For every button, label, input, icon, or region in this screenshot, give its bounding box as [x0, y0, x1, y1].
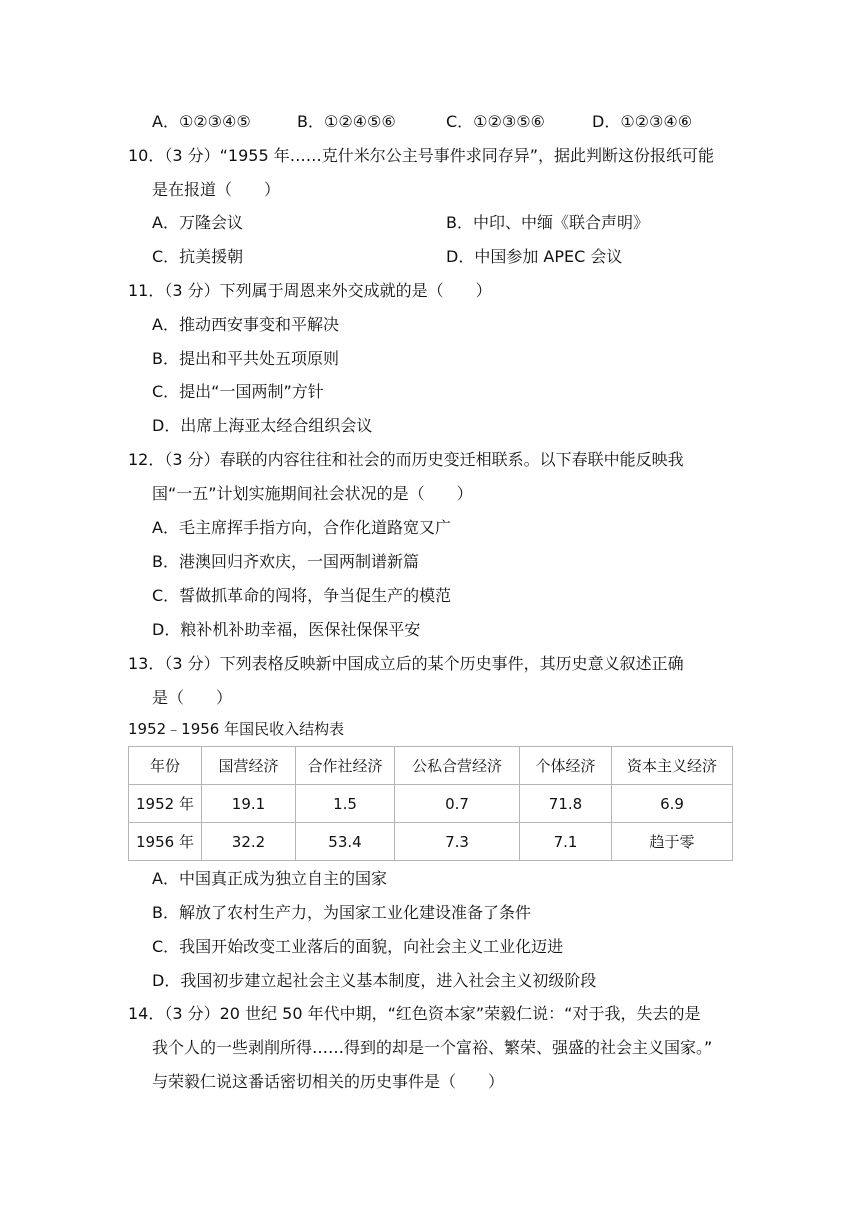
table-cell: 19.1 — [202, 785, 296, 823]
q13-option-b: B．解放了农村生产力，为国家工业化建设准备了条件 — [152, 903, 531, 922]
q14-stem-line1: 14．（3 分）20 世纪 50 年代中期，“红色资本家”荣毅仁说：“对于我，失去的是 — [128, 1004, 701, 1023]
income-structure-table — [128, 746, 733, 861]
table-row — [129, 823, 733, 861]
q11-option-d: D．出席上海亚太经合组织会议 — [152, 416, 373, 435]
q9-option-b: B．①②④⑤⑥ — [297, 112, 396, 131]
q14-stem-line2: 我个人的一些剥削所得……得到的却是一个富裕、繁荣、强盛的社会主义国家。” — [152, 1038, 713, 1057]
table-header-cell: 国营经济 — [202, 747, 296, 785]
table-header-cell: 公私合营经济 — [395, 747, 520, 785]
q13-option-c: C．我国开始改变工业落后的面貌，向社会主义工业化迈进 — [152, 937, 564, 956]
q13-stem-line2: 是（ ） — [152, 688, 233, 707]
q12-option-a: A．毛主席挥手指方向，合作化道路宽又广 — [152, 518, 451, 537]
q11-option-a: A．推动西安事变和平解决 — [152, 315, 339, 334]
table-cell: 32.2 — [202, 823, 296, 861]
q10-stem-line2: 是在报道（ ） — [152, 180, 281, 199]
table-cell: 6.9 — [612, 785, 733, 823]
table-cell: 1952 年 — [129, 785, 202, 823]
table-cell: 趋于零 — [612, 823, 733, 861]
table-cell: 7.3 — [395, 823, 520, 861]
q13-stem-line1: 13．（3 分）下列表格反映新中国成立后的某个历史事件，其历史意义叙述正确 — [128, 654, 684, 673]
q12-option-d: D．粮补机补助幸福，医保社保保平安 — [152, 620, 421, 639]
table-header-cell: 年份 — [129, 747, 202, 785]
table-header-cell: 个体经济 — [520, 747, 612, 785]
q9-option-c: C．①②③⑤⑥ — [446, 112, 545, 131]
q9-option-d: D．①②③④⑥ — [592, 112, 693, 131]
q10-option-c: C．抗美援朝 — [152, 247, 244, 266]
table-cell: 0.7 — [395, 785, 520, 823]
table-header-cell: 资本主义经济 — [612, 747, 733, 785]
table-cell: 53.4 — [296, 823, 395, 861]
table-header-cell: 合作社经济 — [296, 747, 395, 785]
q12-stem-line2: 国“一五”计划实施期间社会状况的是（ ） — [152, 484, 473, 503]
q12-option-b: B．港澳回归齐欢庆，一国两制谱新篇 — [152, 552, 419, 571]
q13-option-d: D．我国初步建立起社会主义基本制度，进入社会主义初级阶段 — [152, 971, 597, 990]
q9-option-a: A．①②③④⑤ — [152, 112, 251, 131]
q11-stem-line1: 11．（3 分）下列属于周恩来外交成就的是（ ） — [128, 281, 492, 300]
table-caption: 1952﹣1956 年国民收入结构表 — [128, 720, 345, 738]
table-cell: 7.1 — [520, 823, 612, 861]
q10-stem-line1: 10．（3 分）“1955 年……克什米尔公主号事件求同存异”，据此判断这份报纸可能 — [128, 146, 715, 165]
table-cell: 1956 年 — [129, 823, 202, 861]
q10-option-d: D．中国参加 APEC 会议 — [446, 247, 623, 266]
table-cell: 1.5 — [296, 785, 395, 823]
table-header-row — [129, 747, 733, 785]
q11-option-b: B．提出和平共处五项原则 — [152, 349, 339, 368]
q10-option-b: B．中印、中缅《联合声明》 — [446, 213, 649, 232]
table-row — [129, 785, 733, 823]
q12-stem-line1: 12．（3 分）春联的内容往往和社会的而历史变迁相联系。以下春联中能反映我 — [128, 450, 684, 469]
q10-option-a: A．万隆会议 — [152, 213, 243, 232]
q12-option-c: C．誓做抓革命的闯将，争当促生产的模范 — [152, 586, 452, 605]
q13-option-a: A．中国真正成为独立自主的国家 — [152, 869, 387, 888]
q11-option-c: C．提出“一国两制”方针 — [152, 382, 324, 401]
table-cell: 71.8 — [520, 785, 612, 823]
q14-stem-line3: 与荣毅仁说这番话密切相关的历史事件是（ ） — [152, 1072, 505, 1091]
